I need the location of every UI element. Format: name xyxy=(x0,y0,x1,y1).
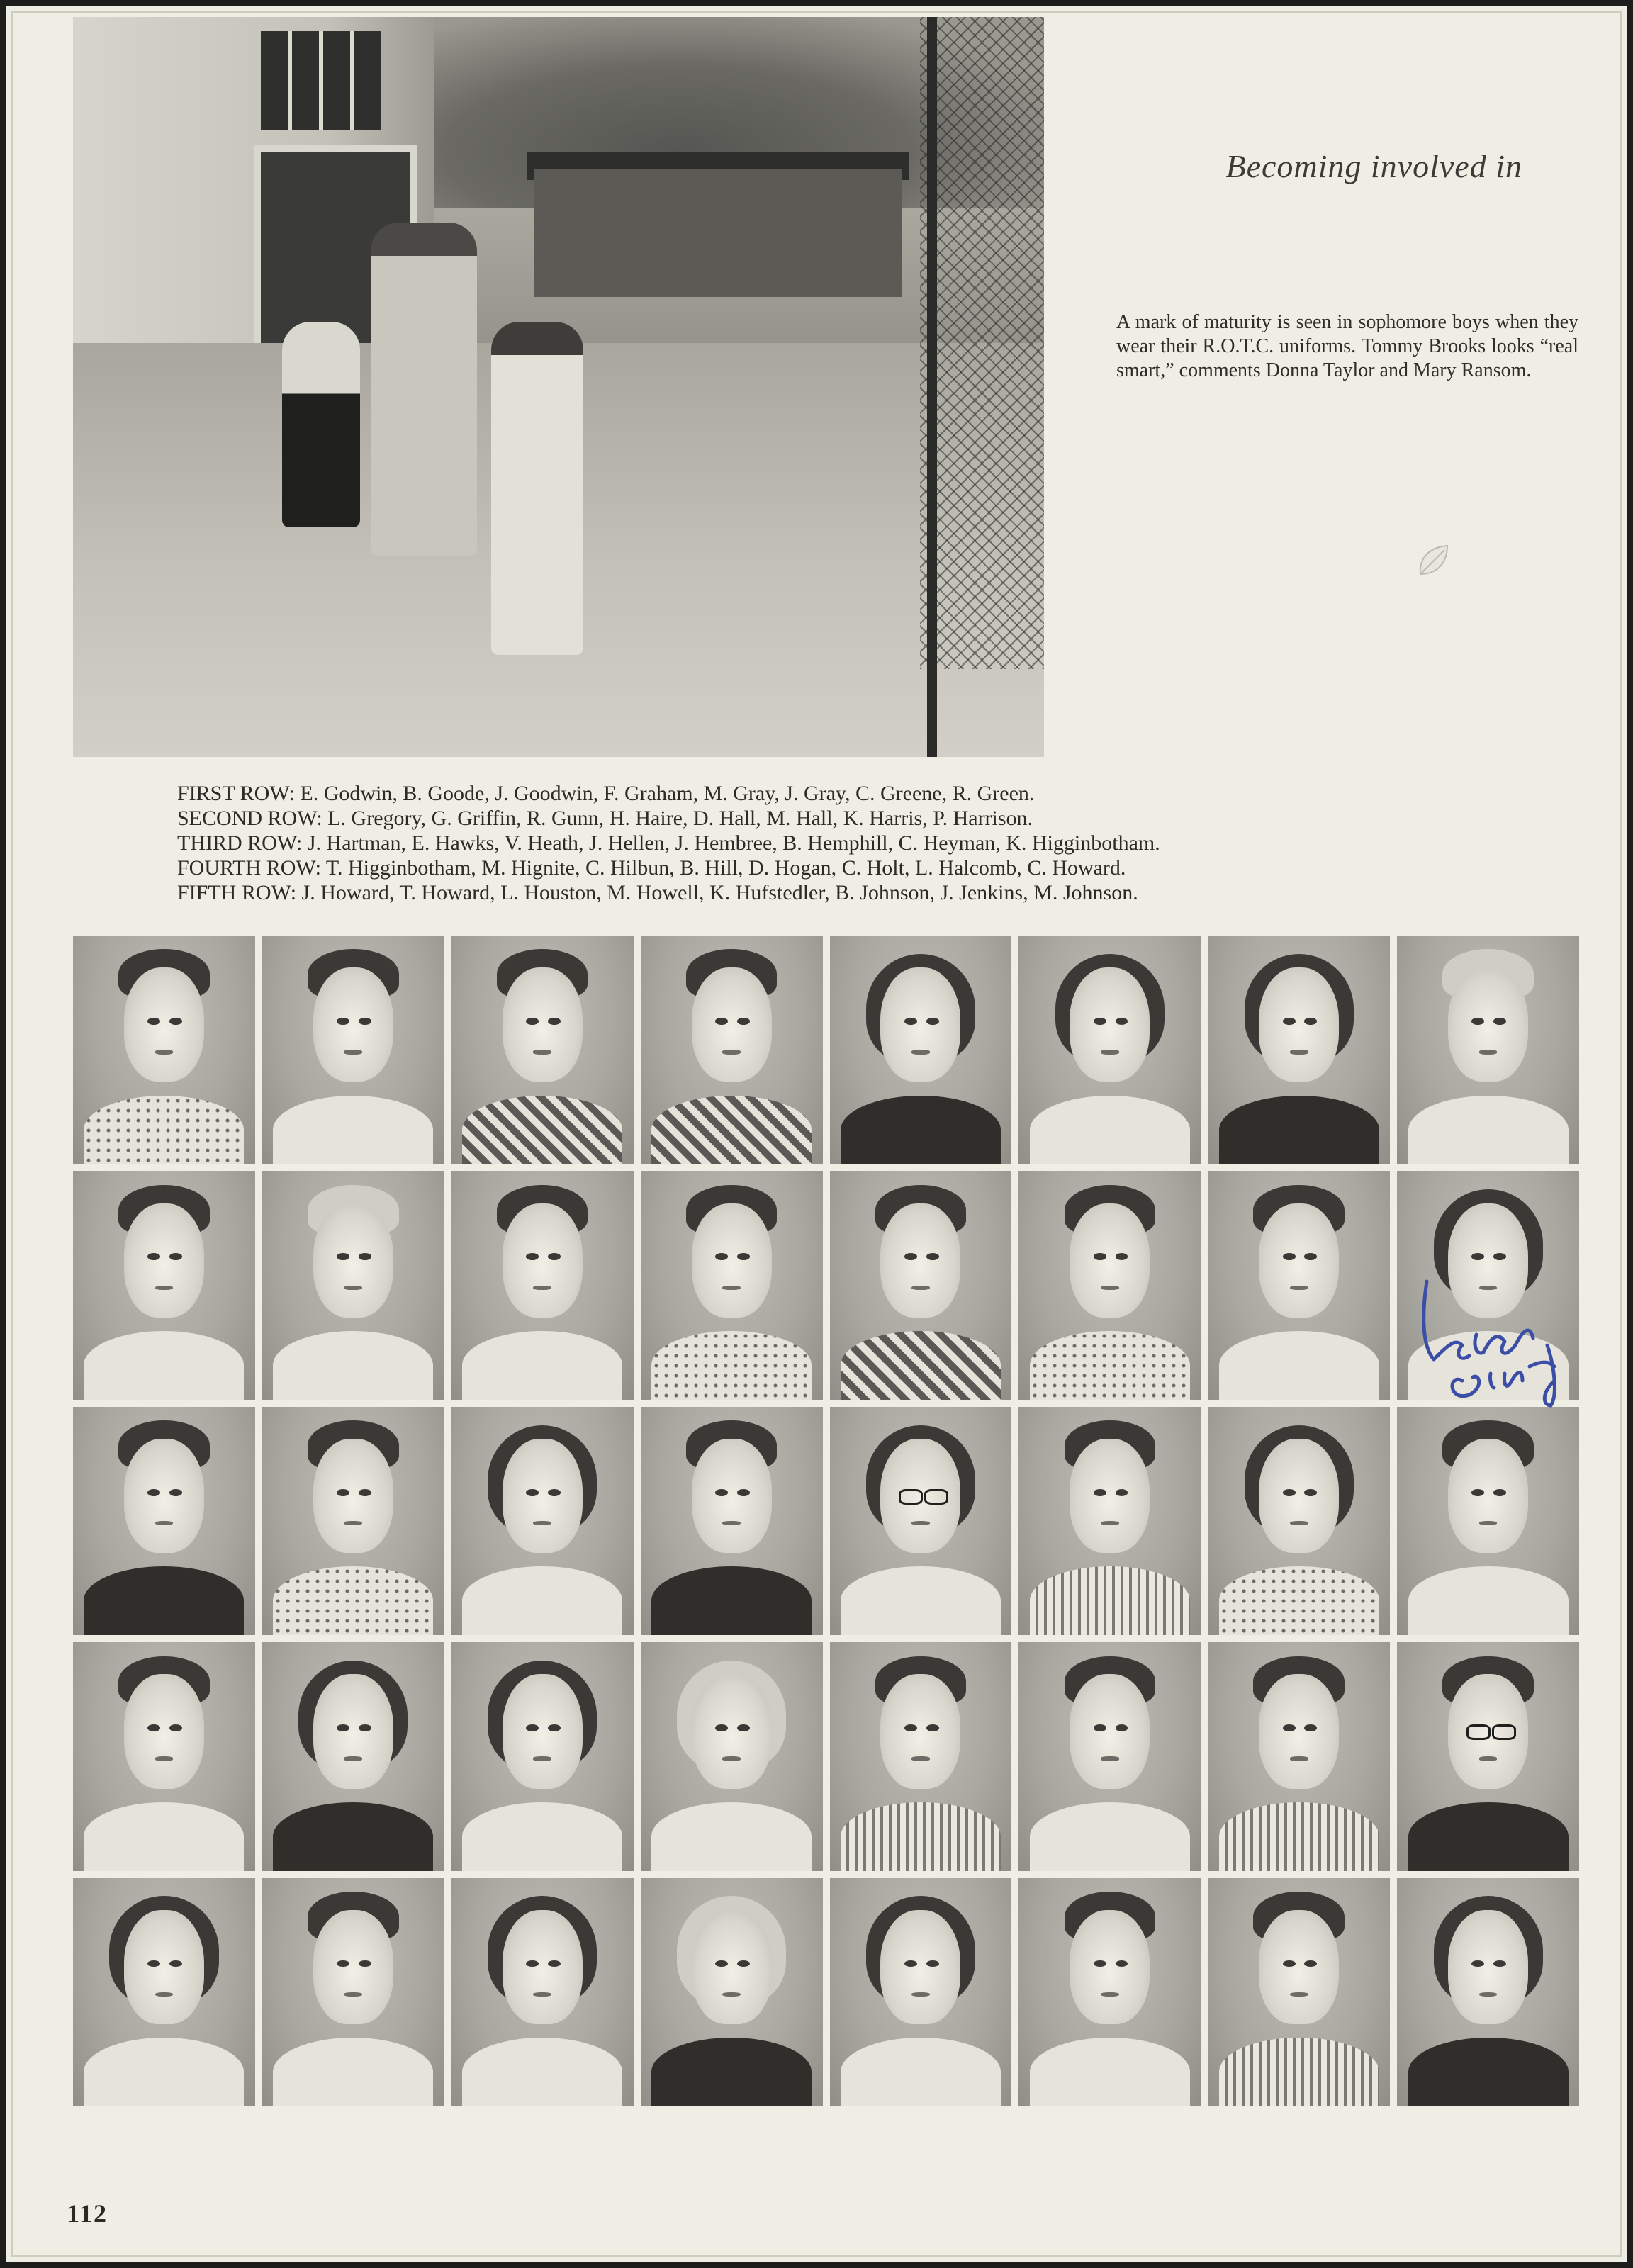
portrait-shoulders xyxy=(1030,2038,1190,2106)
portrait-eye xyxy=(1493,1018,1506,1025)
portrait-shoulders xyxy=(462,1331,622,1400)
portrait-eye xyxy=(526,1018,539,1025)
portrait-mouth xyxy=(911,1286,930,1290)
portrait-mouth xyxy=(344,1992,362,1997)
student-portrait xyxy=(1018,1407,1201,1635)
student-portrait xyxy=(641,1878,823,2106)
portrait-eye xyxy=(526,1489,539,1496)
portrait-eye xyxy=(1304,1018,1317,1025)
portrait-shoulders xyxy=(84,1096,244,1164)
portrait-face xyxy=(1259,1203,1339,1318)
portrait-face xyxy=(880,1674,960,1788)
portrait-eye xyxy=(1283,1018,1296,1025)
photo-figure-girl-right xyxy=(491,322,583,655)
portrait-eye xyxy=(926,1724,939,1731)
name-row-fifth: FIFTH ROW: J. Howard, T. Howard, L. Houston, M. Howell, K. Hufstedler, B. Johnson, J. Jenkins, M. Johnson. xyxy=(177,881,1138,904)
portrait-shoulders xyxy=(462,1096,622,1164)
portrait-shoulders xyxy=(1219,1566,1379,1635)
portrait-eye xyxy=(904,1960,917,1967)
portrait-mouth xyxy=(1101,1756,1119,1761)
portrait-shoulders xyxy=(1408,1566,1569,1635)
portrait-mouth xyxy=(911,1756,930,1761)
student-portrait xyxy=(830,1642,1012,1870)
portrait-eye xyxy=(715,1489,728,1496)
portrait-eye xyxy=(1471,1018,1484,1025)
portrait-mouth xyxy=(911,1521,930,1525)
portrait-mouth xyxy=(344,1286,362,1290)
portrait-eye xyxy=(337,1489,349,1496)
portrait-face xyxy=(1259,1674,1339,1788)
photo-house xyxy=(534,169,902,297)
portrait-eye xyxy=(1283,1253,1296,1260)
portrait-mouth xyxy=(155,1286,174,1290)
portrait-face xyxy=(1259,1439,1339,1553)
portrait-mouth xyxy=(1479,1756,1498,1761)
portrait-shoulders xyxy=(1408,1802,1569,1871)
student-portrait xyxy=(1018,1642,1201,1870)
portrait-mouth xyxy=(722,1756,741,1761)
student-portrait xyxy=(830,1171,1012,1399)
portrait-face xyxy=(1070,1674,1150,1788)
portrait-eye xyxy=(926,1018,939,1025)
portrait-shoulders xyxy=(841,1096,1001,1164)
student-portrait xyxy=(262,1642,444,1870)
portrait-face xyxy=(503,1439,583,1553)
portrait-mouth xyxy=(1290,1756,1308,1761)
portrait-eye xyxy=(1116,1018,1128,1025)
student-portrait xyxy=(1397,936,1579,1164)
portrait-eye xyxy=(926,1960,939,1967)
portrait-shoulders xyxy=(273,1566,433,1635)
portrait-mouth xyxy=(155,1992,174,1997)
portrait-face xyxy=(503,1674,583,1788)
portrait-face xyxy=(692,967,772,1082)
portrait-eye xyxy=(715,1724,728,1731)
portrait-shoulders xyxy=(1408,1096,1569,1164)
portrait-grid xyxy=(73,936,1579,2106)
portrait-eye xyxy=(1304,1489,1317,1496)
student-portrait xyxy=(1018,1171,1201,1399)
portrait-shoulders xyxy=(462,1566,622,1635)
photo-figure-girl-left xyxy=(282,322,360,527)
portrait-eye xyxy=(899,1489,923,1505)
portrait-eye xyxy=(1466,1724,1491,1740)
portrait-shoulders xyxy=(273,1802,433,1871)
portrait-eye xyxy=(359,1018,371,1025)
student-portrait xyxy=(1208,1878,1390,2106)
portrait-mouth xyxy=(722,1992,741,1997)
portrait-eye xyxy=(737,1018,750,1025)
photo-pole xyxy=(927,17,937,757)
portrait-face xyxy=(1448,1203,1528,1318)
portrait-face xyxy=(503,967,583,1082)
portrait-face xyxy=(313,1439,393,1553)
portrait-shoulders xyxy=(651,2038,812,2106)
portrait-mouth xyxy=(722,1286,741,1290)
portrait-face xyxy=(880,967,960,1082)
portrait-face xyxy=(1259,967,1339,1082)
student-portrait xyxy=(1208,1642,1390,1870)
portrait-eye xyxy=(1094,1489,1106,1496)
portrait-eye xyxy=(904,1724,917,1731)
portrait-eye xyxy=(548,1960,561,1967)
student-portrait xyxy=(451,1642,634,1870)
portrait-mouth xyxy=(1290,1992,1308,1997)
portrait-mouth xyxy=(1479,1992,1498,1997)
portrait-eye xyxy=(904,1018,917,1025)
portrait-shoulders xyxy=(1408,1331,1569,1400)
portrait-shoulders xyxy=(1408,2038,1569,2106)
portrait-mouth xyxy=(533,1286,551,1290)
portrait-eye xyxy=(1116,1724,1128,1731)
portrait-shoulders xyxy=(1030,1566,1190,1635)
portrait-eye xyxy=(169,1018,182,1025)
portrait-eye xyxy=(1094,1960,1106,1967)
portrait-eye xyxy=(737,1960,750,1967)
portrait-face xyxy=(880,1910,960,2024)
student-portrait xyxy=(451,1407,634,1635)
portrait-shoulders xyxy=(841,2038,1001,2106)
student-portrait xyxy=(73,1878,255,2106)
portrait-shoulders xyxy=(1219,2038,1379,2106)
portrait-face xyxy=(503,1203,583,1318)
portrait-eye xyxy=(548,1724,561,1731)
portrait-face xyxy=(692,1203,772,1318)
portrait-eye xyxy=(737,1724,750,1731)
portrait-mouth xyxy=(1290,1050,1308,1054)
portrait-eye xyxy=(1283,1724,1296,1731)
portrait-face xyxy=(124,1439,204,1553)
portrait-eye xyxy=(926,1253,939,1260)
portrait-mouth xyxy=(1290,1521,1308,1525)
student-portrait xyxy=(1018,936,1201,1164)
student-portrait xyxy=(641,1407,823,1635)
student-portrait xyxy=(262,1407,444,1635)
portrait-shoulders xyxy=(84,1566,244,1635)
portrait-mouth xyxy=(533,1992,551,1997)
portrait-eye xyxy=(715,1018,728,1025)
portrait-shoulders xyxy=(462,1802,622,1871)
portrait-mouth xyxy=(911,1992,930,1997)
portrait-eye xyxy=(147,1018,160,1025)
student-portrait xyxy=(1208,1407,1390,1635)
portrait-eye xyxy=(1492,1724,1516,1740)
photo-window xyxy=(261,31,381,130)
student-portrait xyxy=(262,1878,444,2106)
portrait-eye xyxy=(737,1253,750,1260)
portrait-eye xyxy=(548,1018,561,1025)
portrait-shoulders xyxy=(1030,1331,1190,1400)
portrait-shoulders xyxy=(841,1331,1001,1400)
portrait-eye xyxy=(359,1489,371,1496)
portrait-shoulders xyxy=(841,1566,1001,1635)
portrait-eye xyxy=(359,1724,371,1731)
portrait-shoulders xyxy=(273,1331,433,1400)
portrait-mouth xyxy=(1479,1286,1498,1290)
student-portrait xyxy=(830,936,1012,1164)
portrait-face xyxy=(692,1439,772,1553)
portrait-eye xyxy=(1116,1489,1128,1496)
portrait-mouth xyxy=(1101,1521,1119,1525)
name-row-third: THIRD ROW: J. Hartman, E. Hawks, V. Heath, J. Hellen, J. Hembree, B. Hemphill, C. Heyman, K. Higginbotham. xyxy=(177,831,1160,855)
student-portrait xyxy=(1208,1171,1390,1399)
portrait-eye xyxy=(1493,1489,1506,1496)
portrait-mouth xyxy=(344,1050,362,1054)
name-row-first: FIRST ROW: E. Godwin, B. Goode, J. Goodwin, F. Graham, M. Gray, J. Gray, C. Greene, R. Green. xyxy=(177,782,1035,805)
portrait-mouth xyxy=(155,1756,174,1761)
student-portrait xyxy=(641,1171,823,1399)
portrait-mouth xyxy=(344,1756,362,1761)
portrait-eye xyxy=(337,1724,349,1731)
student-portrait xyxy=(1018,1878,1201,2106)
student-portrait xyxy=(641,1642,823,1870)
name-rows-list xyxy=(177,781,1160,905)
name-row-fourth: FOURTH ROW: T. Higginbotham, M. Hignite, C. Hilbun, B. Hill, D. Hogan, C. Holt, L. Halcomb, C. Howard. xyxy=(177,856,1126,880)
portrait-shoulders xyxy=(84,1802,244,1871)
portrait-eye xyxy=(904,1253,917,1260)
photo-caption: A mark of maturity is seen in sophomore boys when they wear their R.O.T.C. uniforms. Tommy Brooks looks “real smart,” comments Donna Taylor and Mary Ransom. xyxy=(1116,311,1578,381)
portrait-face xyxy=(313,1203,393,1318)
student-portrait xyxy=(1397,1171,1579,1399)
portrait-face xyxy=(313,967,393,1082)
portrait-shoulders xyxy=(84,1331,244,1400)
portrait-eye xyxy=(526,1724,539,1731)
portrait-shoulders xyxy=(841,1802,1001,1871)
portrait-mouth xyxy=(533,1756,551,1761)
portrait-shoulders xyxy=(1219,1331,1379,1400)
portrait-shoulders xyxy=(273,2038,433,2106)
student-portrait xyxy=(641,936,823,1164)
rotc-photo xyxy=(73,17,1044,757)
portrait-eye xyxy=(337,1018,349,1025)
portrait-mouth xyxy=(155,1050,174,1054)
student-portrait xyxy=(830,1407,1012,1635)
portrait-eye xyxy=(715,1960,728,1967)
student-portrait xyxy=(451,1171,634,1399)
page-number: 112 xyxy=(67,2199,108,2228)
photo-figure-cadet xyxy=(371,223,477,556)
portrait-face xyxy=(1070,967,1150,1082)
portrait-face xyxy=(1259,1910,1339,2024)
portrait-mouth xyxy=(533,1050,551,1054)
portrait-eye xyxy=(548,1253,561,1260)
headline: Becoming involved in xyxy=(1225,148,1522,184)
portrait-eye xyxy=(1471,1489,1484,1496)
portrait-eye xyxy=(737,1489,750,1496)
portrait-eye xyxy=(548,1489,561,1496)
portrait-shoulders xyxy=(651,1096,812,1164)
portrait-mouth xyxy=(1101,1286,1119,1290)
portrait-mouth xyxy=(1479,1050,1498,1054)
portrait-shoulders xyxy=(1219,1096,1379,1164)
student-portrait xyxy=(451,936,634,1164)
portrait-face xyxy=(1070,1203,1150,1318)
student-portrait xyxy=(73,1171,255,1399)
student-portrait xyxy=(262,936,444,1164)
portrait-eye xyxy=(924,1489,948,1505)
portrait-face xyxy=(124,1203,204,1318)
portrait-face xyxy=(313,1674,393,1788)
portrait-shoulders xyxy=(462,2038,622,2106)
portrait-mouth xyxy=(911,1050,930,1054)
portrait-mouth xyxy=(1101,1992,1119,1997)
student-portrait xyxy=(73,1642,255,1870)
student-portrait xyxy=(262,1171,444,1399)
portrait-face xyxy=(1448,1439,1528,1553)
portrait-face xyxy=(1070,1439,1150,1553)
student-portrait xyxy=(1397,1642,1579,1870)
portrait-face xyxy=(1448,1910,1528,2024)
portrait-face xyxy=(692,1910,772,2024)
portrait-eye xyxy=(169,1489,182,1496)
portrait-face xyxy=(1448,967,1528,1082)
name-row-second: SECOND ROW: L. Gregory, G. Griffin, R. Gunn, H. Haire, D. Hall, M. Hall, K. Harris, P. Harrison. xyxy=(177,807,1033,830)
portrait-shoulders xyxy=(1219,1802,1379,1871)
portrait-mouth xyxy=(1290,1286,1308,1290)
portrait-face xyxy=(503,1910,583,2024)
portrait-face xyxy=(880,1203,960,1318)
portrait-shoulders xyxy=(84,2038,244,2106)
portrait-mouth xyxy=(722,1521,741,1525)
portrait-mouth xyxy=(722,1050,741,1054)
portrait-shoulders xyxy=(651,1802,812,1871)
student-portrait xyxy=(73,1407,255,1635)
student-portrait xyxy=(830,1878,1012,2106)
portrait-face xyxy=(692,1674,772,1788)
portrait-shoulders xyxy=(1030,1802,1190,1871)
student-portrait xyxy=(1397,1407,1579,1635)
portrait-mouth xyxy=(1101,1050,1119,1054)
photo-fence xyxy=(920,17,1044,669)
portrait-shoulders xyxy=(651,1331,812,1400)
portrait-eye xyxy=(1094,1018,1106,1025)
portrait-face xyxy=(1070,1910,1150,2024)
portrait-face xyxy=(313,1910,393,2024)
portrait-shoulders xyxy=(1030,1096,1190,1164)
portrait-eye xyxy=(169,1724,182,1731)
portrait-shoulders xyxy=(273,1096,433,1164)
portrait-face xyxy=(124,967,204,1082)
portrait-eye xyxy=(1094,1724,1106,1731)
portrait-eye xyxy=(1094,1253,1106,1260)
student-portrait xyxy=(1208,936,1390,1164)
portrait-face xyxy=(124,1674,204,1788)
portrait-eye xyxy=(1283,1489,1296,1496)
student-portrait xyxy=(451,1878,634,2106)
portrait-face xyxy=(124,1910,204,2024)
student-portrait xyxy=(73,936,255,1164)
student-portrait xyxy=(1397,1878,1579,2106)
portrait-eye xyxy=(1283,1960,1296,1967)
portrait-eye xyxy=(147,1489,160,1496)
leaf-icon xyxy=(1416,543,1452,577)
portrait-shoulders xyxy=(651,1566,812,1635)
